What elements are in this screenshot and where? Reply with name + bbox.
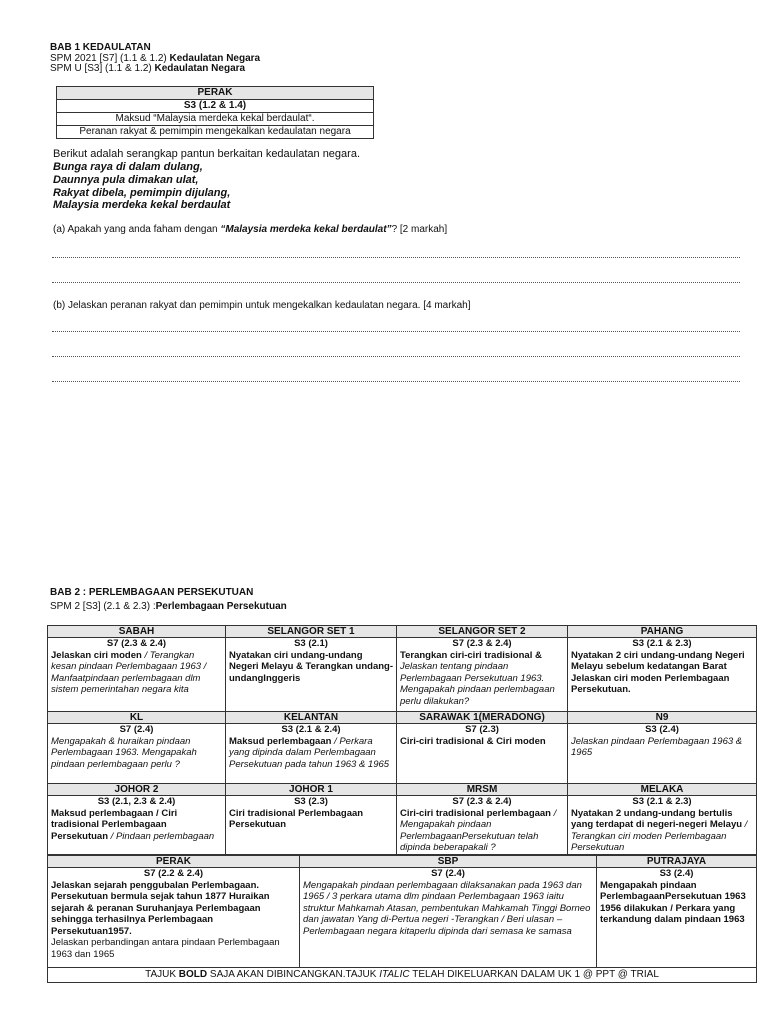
table-row-states-3 — [48, 784, 757, 796]
italic-sbp: Mengapakah pindaan perlembagaan dilaksanakan pada 1963 dan 1965 / 3 perkara utama dlm pindaan Perlembagaan 1963 iaitu struktur Mahkamah Atasan, pembentukan Mahkamah Tinggi Borneo dan jawatan Yang di-Pertua negeri -Terangkan / Beri ulasan – Perlembagaan negara kitaperlu dipinda dari semasa ke samasa — [303, 879, 591, 937]
question-a-prefix: (a) Apakah yang anda faham dengan — [53, 224, 221, 235]
code-johor-2: S3 (2.1, 2.3 & 2.4) — [97, 796, 176, 807]
perak-box-line1: Maksud “Malaysia merdeka kekal berdaulat“. — [57, 113, 373, 126]
code-pahang: S3 (2.1 & 2.3) — [632, 638, 692, 649]
italic-sabah: / Terangkan kesan pindaan Perlembagaan 1963 / Manfaatpindaan perlembagaan dlm sistem pemerintahan negara kita — [51, 649, 207, 695]
state-sbp: SBP — [300, 856, 597, 868]
bab1-line2-topic: Kedaulatan Negara — [154, 63, 246, 74]
code-n9: S3 (2.4) — [645, 724, 679, 735]
bab1-line1-code: SPM 2021 [S7] (1.1 & 1.2) — [50, 53, 167, 64]
code-sbp: S7 (2.4) — [431, 868, 465, 879]
table-row-content-2 — [48, 724, 757, 784]
bab2-line1-topic: Perlembagaan Persekutuan — [155, 601, 287, 612]
state-sarawak: SARAWAK 1(MERADONG) — [397, 712, 568, 724]
perak-box-code: S3 (1.2 & 1.4) — [57, 100, 373, 113]
footer-a: TAJUK — [145, 969, 179, 980]
bab1-line2 — [50, 63, 245, 75]
state-n9: N9 — [568, 712, 757, 724]
cell-perak — [48, 868, 300, 968]
italic-n9: Jelaskan pindaan Perlembagaan 1963 & 1965 — [571, 735, 743, 758]
code-selangor-1: S3 (2.1) — [294, 638, 328, 649]
state-johor-1: JOHOR 1 — [226, 784, 397, 796]
bold-melaka: Nyatakan 2 undang-undang bertulis yang terdapat di negeri-negeri Melayu — [571, 807, 743, 830]
table-row-states-1 — [48, 626, 757, 638]
table-row-states-4 — [48, 856, 757, 868]
cell-pahang — [568, 638, 757, 712]
answer-line-b3[interactable] — [52, 381, 740, 382]
code-perak: S7 (2.2 & 2.4) — [143, 868, 204, 879]
bold-perak: Jelaskan sejarah penggubalan Perlembagaan. Persekutuan bermula sejak tahun 1877 Huraikan sejarah & peranan Suruhanjaya Perlembagaan sehingga terhasilnya Perlembagaan Persekutuan1957. — [51, 879, 270, 937]
pantun-line-2: Daunnya pula dimakan ulat, — [53, 174, 199, 186]
state-melaka: MELAKA — [568, 784, 757, 796]
italic-mrsm: / Mengapakah pindaan PerlembagaanPersekutuan telah dipinda beberapakali ? — [400, 807, 557, 853]
state-kelantan: KELANTAN — [226, 712, 397, 724]
perak-box — [56, 86, 374, 139]
state-johor-2: JOHOR 2 — [48, 784, 226, 796]
bold-mrsm: Ciri-ciri tradisional perlembagaan — [400, 807, 551, 819]
code-selangor-2: S7 (2.3 & 2.4) — [452, 638, 512, 649]
code-kl: S7 (2.4) — [119, 724, 154, 735]
bab2-table-top — [47, 625, 757, 855]
pantun-line-4: Malaysia merdeka kekal berdaulat — [53, 199, 231, 211]
italic-kl: Mengapakah & huraikan pindaan Perlembagaan 1963. Mengapakah pindaan perlembagaan perlu ? — [51, 735, 197, 770]
bold-sabah: Jelaskan ciri moden — [51, 649, 142, 661]
bold-johor-2: Maksud perlembagaan / Ciri tradisional Perlembagaan Persekutuan — [51, 807, 178, 842]
cell-melaka — [568, 796, 757, 855]
cell-kelantan — [226, 724, 397, 784]
pantun-line-3: Rakyat dibela, pemimpin dijulang, — [53, 187, 231, 199]
cell-sarawak — [397, 724, 568, 784]
code-putrajaya: S3 (2.4) — [659, 868, 694, 879]
italic-selangor-2: Jelaskan tentang pindaan Perlembagaan Persekutuan 1963. Mengapakah pindaan perlembagaan perlu dilakukan? — [400, 661, 555, 707]
footer-b: SAJA AKAN DIBINCANGKAN.TAJUK — [207, 969, 380, 980]
state-putrajaya: PUTRAJAYA — [597, 856, 757, 868]
state-pahang: PAHANG — [568, 626, 757, 638]
italic-johor-2: / Pindaan perlembagaan — [108, 830, 215, 842]
pantun-intro: Berikut adalah serangkap pantun berkaitan kedaulatan negara. — [53, 148, 361, 160]
code-melaka: S3 (2.1 & 2.3) — [632, 796, 692, 807]
question-a-suffix: ? [2 markah] — [391, 224, 448, 235]
bab1-line1-topic: Kedaulatan Negara — [169, 53, 261, 64]
question-a-quote: “Malaysia merdeka kekal berdaulat” — [220, 224, 392, 235]
cell-sbp — [300, 868, 597, 968]
cell-johor-2 — [48, 796, 226, 855]
bold-kelantan: Maksud perlembagaan — [229, 735, 332, 747]
bab2-title: BAB 2 : PERLEMBAGAAN PERSEKUTUAN — [50, 587, 254, 598]
table-row-states-2 — [48, 712, 757, 724]
footer-c: TELAH DIKELUARKAN DALAM UK 1 @ PPT @ TRIAL — [409, 969, 659, 980]
question-b: (b) Jelaskan peranan rakyat dan pemimpin untuk mengekalkan kedaulatan negara. [4 markah] — [53, 300, 471, 311]
state-kl: KL — [48, 712, 226, 724]
cell-sabah — [48, 638, 226, 712]
cell-n9 — [568, 724, 757, 784]
bab2-table-bottom — [47, 855, 757, 983]
answer-line-b2[interactable] — [52, 356, 740, 357]
footer-bold: BOLD — [178, 969, 208, 980]
footer-note — [48, 968, 757, 983]
cell-selangor-2 — [397, 638, 568, 712]
state-selangor-2: SELANGOR SET 2 — [397, 626, 568, 638]
italic-kelantan: / Perkara yang dipinda dalam Perlembagaan Persekutuan pada tahun 1963 & 1965 — [229, 735, 390, 770]
answer-line-a1[interactable] — [52, 257, 740, 258]
answer-line-a2[interactable] — [52, 282, 740, 283]
pantun-line-1: Bunga raya di dalam dulang, — [53, 161, 203, 173]
table-row-footer — [48, 968, 757, 983]
state-selangor-1: SELANGOR SET 1 — [226, 626, 397, 638]
bold-selangor-1: Nyatakan ciri undang-undang Negeri Melayu & Terangkan undang-undangInggeris — [229, 649, 393, 684]
cell-mrsm — [397, 796, 568, 855]
code-kelantan: S3 (2.1 & 2.4) — [281, 724, 341, 735]
italic-melaka: / Terangkan ciri moden Perlembagaan Persekutuan — [571, 819, 748, 853]
state-mrsm: MRSM — [397, 784, 568, 796]
bab2-line1 — [50, 601, 287, 613]
answer-line-b1[interactable] — [52, 331, 740, 332]
code-sabah: S7 (2.3 & 2.4) — [106, 638, 167, 649]
question-a — [53, 224, 447, 236]
bold-pahang-2: Jelaskan ciri moden Perlembagaan Persekutuan. — [571, 672, 730, 695]
bold-putrajaya: Mengapakah pindaan PerlembagaanPersekutuan 1963 1956 dilakukan / Perkara yang terkandung dalam pindaan 1963 — [600, 879, 746, 925]
table-row-content-4 — [48, 868, 757, 968]
code-mrsm: S7 (2.3 & 2.4) — [452, 796, 512, 807]
state-sabah: SABAH — [48, 626, 226, 638]
table-row-content-3 — [48, 796, 757, 855]
bold-johor-1: Ciri tradisional Perlembagaan Persekutuan — [229, 807, 364, 830]
footer-italic: ITALIC — [379, 969, 410, 980]
text-perak: Jelaskan perbandingan antara pindaan Perlembagaan 1963 dan 1965 — [51, 937, 280, 960]
bold-selangor-2: Terangkan ciri-ciri tradisional & — [400, 649, 542, 661]
perak-box-header: PERAK — [57, 87, 373, 100]
code-sarawak: S7 (2.3) — [465, 724, 499, 735]
cell-kl — [48, 724, 226, 784]
code-johor-1: S3 (2.3) — [294, 796, 328, 807]
cell-johor-1 — [226, 796, 397, 855]
bold-sarawak: Ciri-ciri tradisional & Ciri moden — [400, 735, 546, 747]
bab1-title: BAB 1 KEDAULATAN — [50, 42, 151, 53]
bab1-line2-code: SPM U [S3] (1.1 & 1.2) — [50, 63, 152, 74]
perak-box-line2: Peranan rakyat & pemimpin mengekalkan kedaulatan negara — [79, 126, 351, 137]
bab2-line1-code: SPM 2 [S3] (2.1 & 2.3) : — [50, 601, 156, 612]
bold-pahang-1: Nyatakan 2 ciri undang-undang Negeri Melayu sebelum kedatangan Barat — [571, 649, 745, 672]
table-row-content-1 — [48, 638, 757, 712]
cell-putrajaya — [597, 868, 757, 968]
cell-selangor-1 — [226, 638, 397, 712]
state-perak: PERAK — [48, 856, 300, 868]
